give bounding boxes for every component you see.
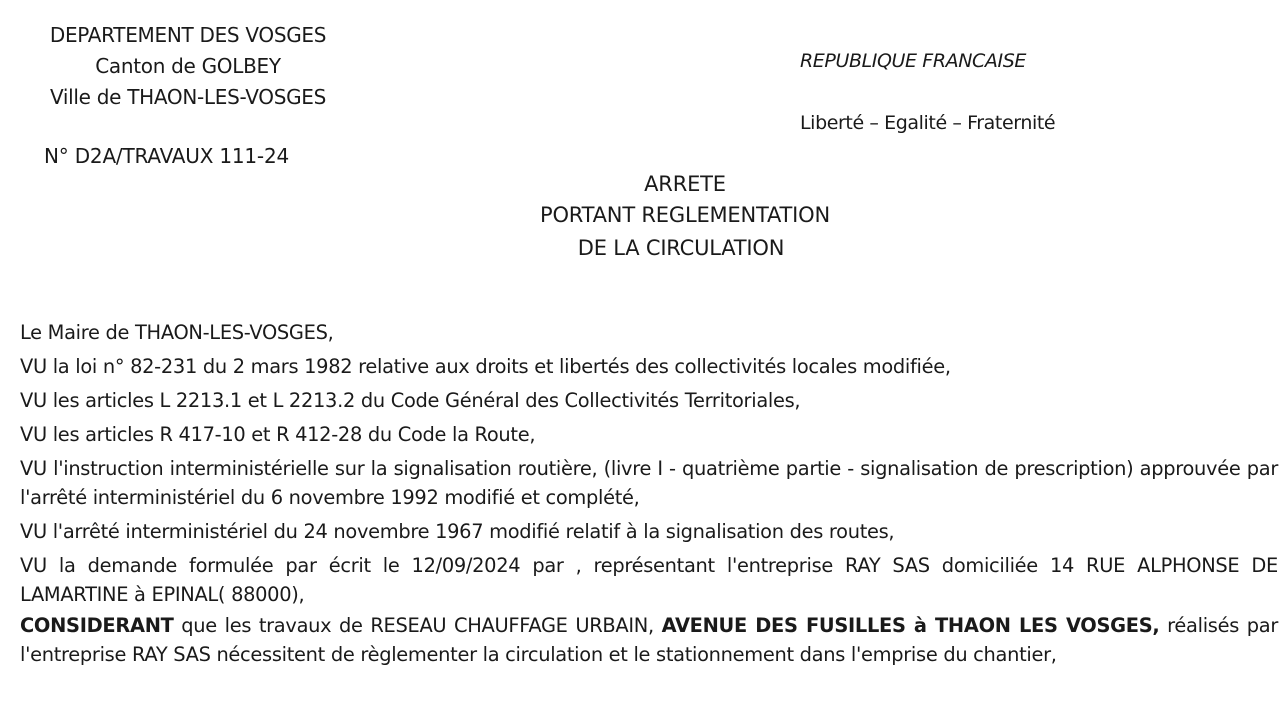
issuing-authority-block — [8, 20, 368, 113]
request-paragraph: VU la demande formulée par écrit le 12/09/2024 par , représentant l'entreprise RAY SAS domiciliée 14 RUE ALPHONSE DE LAMARTINE à EPINAL( 88000), — [20, 554, 1278, 606]
decree-body — [20, 318, 1278, 674]
decree-title-line-1: ARRETE — [644, 172, 726, 196]
republic-title: REPUBLIQUE FRANCAISE — [800, 50, 1026, 72]
legal-basis-code-route: VU les articles R 417-10 et R 412-28 du Code la Route, — [20, 423, 536, 446]
legal-basis-cgct: VU les articles L 2213.1 et L 2213.2 du Code Général des Collectivités Territoriales, — [20, 389, 801, 412]
department-name: DEPARTEMENT DES VOSGES — [49, 23, 327, 47]
considerant-works: que les travaux de RESEAU CHAUFFAGE URBAIN, — [173, 614, 662, 637]
legal-basis-signalisation-instruction: VU l'instruction interministérielle sur la signalisation routière, (livre I - quatrième partie - signalisation de prescription) approuvée par l'arrêté interministériel du 6 novembre 1992 modifié et complété, — [20, 457, 1278, 509]
decree-title-line-3: DE LA CIRCULATION — [577, 236, 785, 260]
mayor-line: Le Maire de THAON-LES-VOSGES, — [20, 321, 334, 344]
legal-basis-arrete-1967: VU l'arrêté interministériel du 24 novembre 1967 modifié relatif à la signalisation des routes, — [20, 520, 895, 543]
republic-block — [800, 46, 1055, 138]
canton-name: Canton de GOLBEY — [95, 54, 281, 78]
considerant-location: AVENUE DES FUSILLES à THAON LES VOSGES, — [661, 614, 1160, 637]
considerant-paragraph — [20, 611, 1278, 669]
considerant-label: CONSIDERANT — [20, 614, 174, 637]
considerant-purpose: réalisés par l'entreprise RAY SAS nécessitent de règlementer la circulation et le stationnement dans l'emprise du chantier, — [20, 614, 1279, 666]
legal-basis-law-1982: VU la loi n° 82-231 du 2 mars 1982 relative aux droits et libertés des collectivités locales modifiée, — [20, 355, 951, 378]
decree-number: N° D2A/TRAVAUX 111-24 — [44, 144, 289, 168]
national-motto: Liberté – Egalité – Fraternité — [800, 112, 1056, 134]
town-name: Ville de THAON-LES-VOSGES — [49, 85, 327, 109]
decree-title-line-2: PORTANT REGLEMENTATION — [539, 203, 831, 227]
